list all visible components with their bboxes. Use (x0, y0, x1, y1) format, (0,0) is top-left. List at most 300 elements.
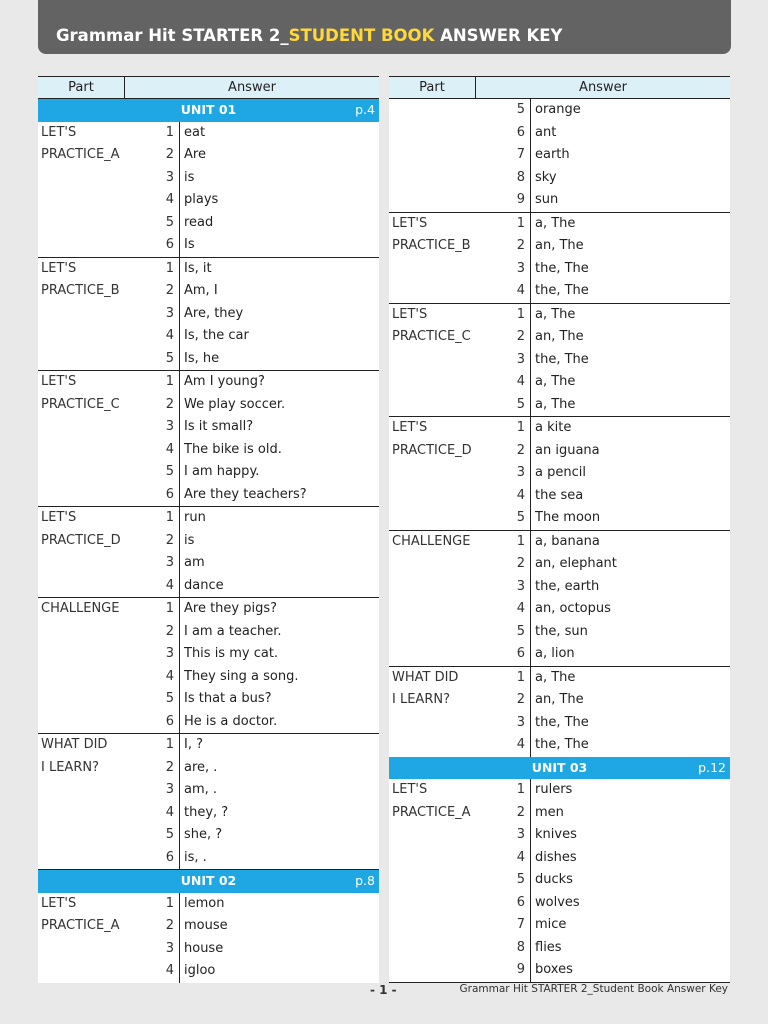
exercise-group (389, 213, 730, 304)
answer-number: 1 (148, 122, 180, 145)
answer-text: Am I young? (184, 374, 265, 389)
answer-text: an, The (535, 238, 584, 253)
answer-number: 5 (499, 507, 531, 530)
answer-text: a, The (535, 215, 576, 231)
answer-list (499, 304, 730, 417)
part-label-line: PRACTICE_C (392, 329, 471, 344)
answer-table-left (38, 76, 379, 983)
answer-text: she, ? (184, 827, 223, 842)
answer-row (499, 847, 730, 870)
answer-number: 1 (148, 371, 180, 394)
answer-row (148, 167, 379, 190)
answer-text: a, banana (535, 533, 600, 549)
answer-text: the, sun (535, 623, 588, 639)
answer-number: 4 (148, 666, 180, 689)
answer-text: an iguana (535, 442, 600, 458)
answer-number: 3 (148, 416, 180, 439)
part-label-line: LET'S (392, 306, 428, 322)
exercise-group (389, 417, 730, 531)
answer-text: the, The (535, 714, 589, 730)
answer-row (499, 122, 730, 145)
answer-number: 2 (148, 915, 180, 938)
answer-number: 6 (499, 122, 531, 145)
answer-number: 5 (148, 688, 180, 711)
answer-text: Am, I (184, 283, 218, 298)
answer-number: 3 (148, 779, 180, 802)
answer-list (148, 734, 379, 869)
part-label-line: I LEARN? (392, 692, 450, 707)
answer-number: 4 (499, 280, 531, 303)
page-header (38, 0, 731, 54)
exercise-group (38, 893, 379, 983)
answer-row (499, 576, 730, 599)
unit-page-ref: p.4 (355, 102, 375, 117)
answer-text: Is it small? (184, 419, 254, 434)
answer-row (148, 303, 379, 326)
answer-number: 2 (499, 553, 531, 576)
answer-text: dishes (535, 849, 577, 865)
answer-row (499, 462, 730, 485)
answer-number: 4 (148, 325, 180, 348)
answer-list (499, 417, 730, 530)
answer-text: Is that a bus? (184, 691, 272, 706)
answer-text: I, ? (184, 737, 203, 752)
answer-text: knives (535, 827, 577, 842)
part-label-line: LET'S (392, 215, 428, 231)
exercise-part-label (38, 598, 148, 733)
part-label-line: WHAT DID (392, 669, 459, 685)
answer-header: Answer (579, 80, 627, 95)
answer-text: We play soccer. (184, 396, 286, 412)
answer-text: the sea (535, 487, 584, 503)
answer-text: Is, the car (184, 328, 249, 343)
part-label-line: LET'S (392, 782, 428, 797)
answer-number: 2 (148, 530, 180, 553)
answer-text: wolves (535, 894, 580, 910)
answer-row (148, 234, 379, 257)
answer-text: a, The (535, 374, 576, 389)
answer-text: mouse (184, 918, 228, 933)
answer-number: 5 (499, 394, 531, 417)
answer-text: an, elephant (535, 556, 617, 571)
answer-number: 1 (148, 507, 180, 530)
answer-row (148, 258, 379, 281)
part-label-line: CHALLENGE (392, 533, 471, 549)
exercise-group (38, 258, 379, 372)
answer-row (148, 394, 379, 417)
answer-list (499, 779, 730, 982)
answer-row (148, 666, 379, 689)
answer-row (148, 552, 379, 575)
answer-text: are, . (184, 759, 218, 775)
answer-row (148, 847, 379, 870)
title-prefix: Grammar Hit STARTER 2_ (56, 26, 289, 45)
answer-text: earth (535, 147, 570, 162)
answer-row (148, 348, 379, 371)
answer-row (499, 779, 730, 802)
answer-number: 7 (499, 144, 531, 167)
title-highlight: STUDENT BOOK (288, 26, 435, 45)
answer-number: 1 (499, 667, 531, 690)
exercise-part-label (389, 99, 499, 212)
answer-text: men (535, 804, 564, 820)
unit-header (389, 757, 730, 780)
answer-number: 7 (499, 914, 531, 937)
answer-number: 3 (148, 167, 180, 190)
answer-text: I am happy. (184, 464, 260, 479)
answer-row (499, 937, 730, 960)
answer-text: plays (184, 192, 219, 207)
answer-number: 9 (499, 959, 531, 982)
answer-number: 4 (148, 960, 180, 983)
answer-number: 6 (148, 234, 180, 257)
answer-list (148, 258, 379, 371)
answer-text: Is, he (184, 350, 220, 366)
answer-row (499, 621, 730, 644)
exercise-group (38, 122, 379, 258)
part-label-line: LET'S (392, 420, 428, 435)
unit-header (38, 99, 379, 122)
answer-number: 3 (499, 462, 531, 485)
table-header (38, 76, 379, 99)
answer-row (499, 485, 730, 508)
answer-row (148, 189, 379, 212)
part-label-line: PRACTICE_C (41, 396, 120, 412)
answer-number: 1 (148, 598, 180, 621)
answer-row (148, 416, 379, 439)
answer-text: sky (535, 169, 557, 185)
answer-text: read (184, 214, 214, 230)
answer-text: they, ? (184, 804, 229, 820)
exercise-part-label (389, 213, 499, 303)
answer-text: a, lion (535, 646, 575, 661)
answer-row (148, 688, 379, 711)
answer-row (499, 914, 730, 937)
answer-text: Is (184, 237, 195, 252)
exercise-group (389, 779, 730, 983)
answer-number: 2 (499, 235, 531, 258)
answer-text: run (184, 510, 206, 525)
part-label-line: PRACTICE_B (41, 283, 120, 298)
answer-list (148, 598, 379, 733)
answer-text: flies (535, 939, 562, 955)
answer-number: 5 (499, 99, 531, 122)
answer-number: 3 (499, 712, 531, 735)
answer-text: boxes (535, 962, 573, 977)
answer-text: Are (184, 147, 206, 162)
answer-number: 2 (148, 280, 180, 303)
answer-text: the, The (535, 737, 589, 752)
exercise-part-label (38, 371, 148, 506)
answer-row (148, 371, 379, 394)
answer-number: 1 (148, 734, 180, 757)
answer-row (499, 326, 730, 349)
answer-text: Are, they (184, 305, 244, 321)
exercise-part-label (389, 417, 499, 530)
answer-number: 2 (148, 621, 180, 644)
answer-row (148, 621, 379, 644)
answer-number: 4 (499, 598, 531, 621)
answer-row (148, 824, 379, 847)
answer-number: 3 (499, 258, 531, 281)
answer-text: is (184, 532, 195, 548)
answer-row (148, 711, 379, 734)
part-label-line: LET'S (41, 124, 77, 140)
answer-text: the, The (535, 260, 589, 276)
answer-number: 2 (499, 689, 531, 712)
answer-number: 3 (148, 552, 180, 575)
answer-text: house (184, 940, 224, 956)
answer-number: 3 (499, 349, 531, 372)
answer-text: a pencil (535, 465, 586, 480)
answer-text: an, octopus (535, 601, 611, 616)
answer-row (499, 349, 730, 372)
answer-row (499, 371, 730, 394)
unit-page-ref: p.12 (698, 759, 726, 775)
title-suffix: ANSWER KEY (434, 26, 563, 45)
answer-text: lemon (184, 895, 225, 911)
answer-list (148, 371, 379, 506)
exercise-part-label (38, 893, 148, 983)
answer-number: 6 (148, 847, 180, 870)
answer-list (148, 893, 379, 983)
answer-list (499, 531, 730, 666)
answer-row (499, 553, 730, 576)
exercise-group (38, 598, 379, 734)
unit-name: UNIT 02 (180, 873, 237, 888)
answer-text: igloo (184, 963, 216, 978)
answer-number: 2 (148, 757, 180, 780)
answer-row (148, 960, 379, 983)
answer-text: Are they teachers? (184, 486, 307, 502)
answer-text: the, The (535, 351, 589, 367)
answer-number: 3 (499, 576, 531, 599)
answer-row (148, 575, 379, 598)
answer-text: the, earth (535, 578, 600, 594)
answer-text: Is, it (184, 260, 212, 276)
answer-row (148, 325, 379, 348)
answer-number: 1 (499, 304, 531, 327)
answer-number: 1 (499, 779, 531, 802)
answer-number: 3 (148, 303, 180, 326)
answer-number: 2 (499, 802, 531, 825)
answer-row (499, 167, 730, 190)
answer-row (148, 461, 379, 484)
answer-number: 4 (148, 439, 180, 462)
answer-row (148, 530, 379, 553)
exercise-part-label (38, 734, 148, 869)
answer-list (499, 667, 730, 757)
answer-row (148, 734, 379, 757)
answer-row (499, 712, 730, 735)
part-label-line: WHAT DID (41, 737, 108, 752)
answer-row (499, 235, 730, 258)
unit-name: UNIT 03 (531, 759, 588, 775)
part-label-line: LET'S (41, 895, 77, 911)
exercise-part-label (389, 531, 499, 666)
answer-number: 3 (148, 938, 180, 961)
exercise-part-label (38, 258, 148, 371)
answer-number: 5 (499, 869, 531, 892)
answer-list (499, 213, 730, 303)
exercise-part-label (389, 779, 499, 982)
answer-row (499, 99, 730, 122)
answer-row (148, 643, 379, 666)
answer-number: 4 (499, 485, 531, 508)
answer-number: 1 (148, 893, 180, 916)
answer-number: 1 (499, 531, 531, 554)
answer-number: 1 (148, 258, 180, 281)
answer-row (499, 144, 730, 167)
answer-row (499, 667, 730, 690)
answer-row (148, 757, 379, 780)
answer-number: 3 (148, 643, 180, 666)
answer-row (499, 258, 730, 281)
part-label-line: LET'S (41, 510, 77, 525)
answer-text: rulers (535, 782, 573, 797)
part-label-line: PRACTICE_B (392, 238, 471, 253)
answer-text: Are they pigs? (184, 601, 278, 616)
answer-text: the, The (535, 283, 589, 298)
answer-row (499, 213, 730, 236)
answer-row (499, 643, 730, 666)
exercise-part-label (38, 122, 148, 257)
answer-number: 4 (499, 734, 531, 757)
answer-text: eat (184, 124, 206, 140)
answer-row (499, 304, 730, 327)
answer-number: 6 (499, 643, 531, 666)
answer-row (499, 892, 730, 915)
answer-row (148, 439, 379, 462)
answer-number: 8 (499, 937, 531, 960)
answer-number: 6 (499, 892, 531, 915)
answer-table-right (389, 76, 730, 983)
answer-row (499, 689, 730, 712)
answer-number: 9 (499, 189, 531, 212)
answer-number: 5 (148, 212, 180, 235)
part-label-line: PRACTICE_A (392, 804, 471, 820)
answer-text: is (184, 169, 195, 185)
page-number: - 1 - (370, 983, 397, 997)
part-label-line: LET'S (41, 374, 77, 389)
unit-header (38, 870, 379, 893)
answer-text: ant (535, 124, 557, 140)
answer-text: ducks (535, 872, 573, 887)
answer-number: 1 (499, 417, 531, 440)
part-label-line: PRACTICE_A (41, 918, 120, 933)
exercise-group (389, 667, 730, 757)
answer-number: 1 (499, 213, 531, 236)
answer-number: 5 (148, 461, 180, 484)
answer-text: am (184, 555, 205, 570)
answer-row (148, 280, 379, 303)
answer-text: I am a teacher. (184, 623, 282, 639)
answer-text: is, . (184, 849, 207, 865)
answer-text: The bike is old. (184, 441, 282, 457)
answer-number: 5 (499, 621, 531, 644)
answer-text: a, The (535, 669, 576, 685)
table-header (389, 76, 730, 99)
exercise-group (38, 734, 379, 870)
answer-text: He is a doctor. (184, 713, 278, 729)
answer-number: 5 (148, 348, 180, 371)
answer-row (148, 484, 379, 507)
answer-list (499, 99, 730, 212)
answer-row (148, 122, 379, 145)
answer-number: 8 (499, 167, 531, 190)
answer-number: 6 (148, 711, 180, 734)
answer-number: 2 (148, 144, 180, 167)
part-label-line: PRACTICE_D (41, 532, 121, 548)
answer-number: 4 (148, 189, 180, 212)
part-label-line: I LEARN? (41, 759, 99, 775)
part-label-line: PRACTICE_A (41, 147, 120, 162)
answer-number: 4 (148, 802, 180, 825)
answer-text: They sing a song. (184, 668, 299, 684)
part-label-line: CHALLENGE (41, 601, 120, 616)
answer-row (148, 212, 379, 235)
answer-number: 2 (148, 394, 180, 417)
answer-list (148, 507, 379, 597)
answer-text: am, . (184, 782, 218, 797)
answer-row (499, 824, 730, 847)
answer-text: mice (535, 917, 567, 932)
answer-row (499, 734, 730, 757)
exercise-group (38, 371, 379, 507)
exercise-group (389, 531, 730, 667)
answer-text: dance (184, 577, 224, 593)
answer-number: 6 (148, 484, 180, 507)
answer-text: orange (535, 102, 581, 117)
answer-row (499, 959, 730, 982)
part-header: Part (38, 77, 125, 98)
exercise-part-label (389, 667, 499, 757)
answer-number: 4 (499, 371, 531, 394)
answer-text: a, The (535, 306, 576, 322)
answer-number: 4 (499, 847, 531, 870)
answer-row (499, 507, 730, 530)
answer-row (499, 869, 730, 892)
unit-name: UNIT 01 (180, 102, 237, 117)
answer-row (499, 417, 730, 440)
answer-row (499, 598, 730, 621)
answer-number: 4 (148, 575, 180, 598)
answer-number: 2 (499, 440, 531, 463)
answer-text: an, The (535, 692, 584, 707)
answer-row (148, 507, 379, 530)
answer-row (499, 280, 730, 303)
footer-title: Grammar Hit STARTER 2_Student Book Answer Key (459, 983, 728, 995)
answer-row (499, 189, 730, 212)
answer-number: 2 (499, 326, 531, 349)
answer-row (148, 144, 379, 167)
answer-row (148, 779, 379, 802)
unit-page-ref: p.8 (355, 873, 375, 888)
answer-row (499, 802, 730, 825)
answer-text: a kite (535, 420, 572, 435)
exercise-group (389, 99, 730, 213)
part-label-line: PRACTICE_D (392, 442, 472, 458)
answer-text: sun (535, 192, 559, 207)
answer-row (148, 938, 379, 961)
page-title (56, 26, 563, 45)
answer-row (499, 394, 730, 417)
answer-text: a, The (535, 396, 576, 412)
answer-text: This is my cat. (184, 646, 279, 661)
answer-row (499, 440, 730, 463)
part-header: Part (389, 77, 476, 98)
answer-row (148, 802, 379, 825)
